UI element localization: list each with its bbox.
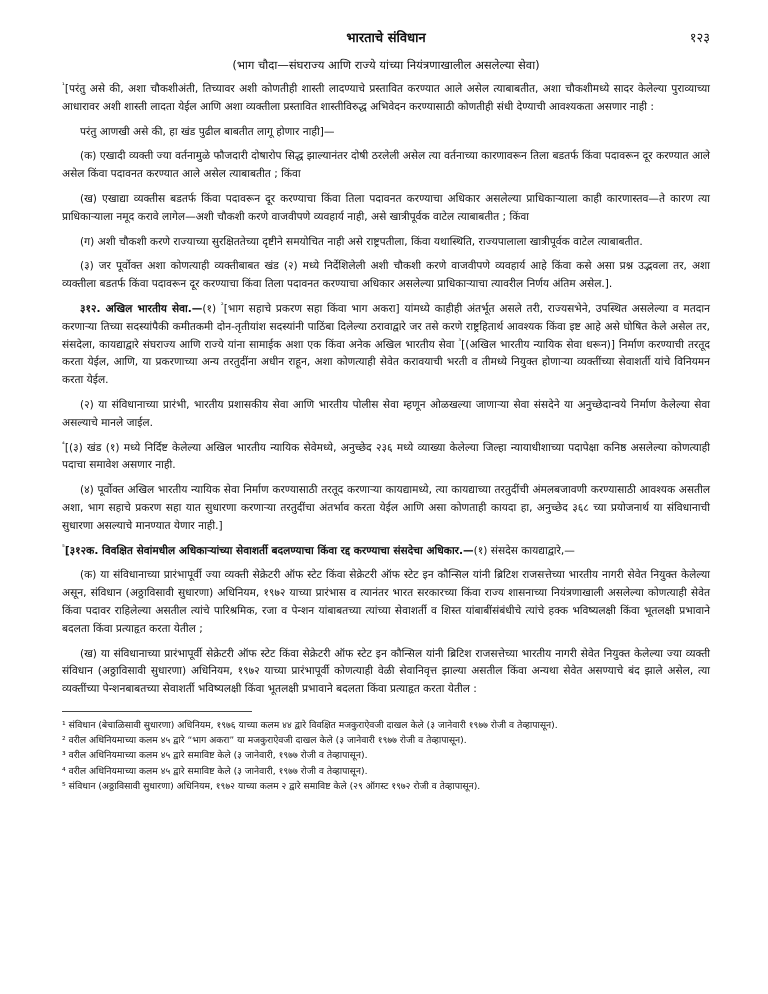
article-312-clause-2: (२) या संविधानाच्या प्रारंभी, भारतीय प्रशासकीय सेवा आणि भारतीय पोलीस सेवा म्हणून ओळखल्या जाणाऱ्या सेवा संसदेने या अनुच्छेदान्वये निर्माण केलेल्या सेवा असल्याचे मानले जाईल. [62, 398, 710, 429]
clause-3-paragraph: (३) जर पूर्वोक्त अशा कोणत्याही व्यक्तीबाबत खंड (२) मध्ये निर्देशिलेली अशी चौकशी करणे वाजवीपणे व्यवहार्य आहे किंवा कसे असा प्रश्न उद्भवला तर, अशा व्यक्तीला बडतर्फ किंवा पदावरून दूर करण्याचा किंवा तिला पदावनत करण्याचा अधिकार असलेल्या प्राधिकाऱ्याचा त्यावरील निर्णय अंतिम असेल.]. [62, 260, 710, 291]
page-header [62, 24, 710, 46]
document-page [62, 24, 710, 794]
article-312-clause-number: (१) [202, 302, 221, 315]
footnote-marker: ⁵ [62, 543, 65, 551]
further-proviso-paragraph: परंतु आणखी असे की, हा खंड पुढील बाबतीत लागू होणार नाही]— [80, 125, 335, 138]
footnote-marker: ¹ [62, 81, 65, 90]
footnote-2: ² वरील अधिनियमाच्या कलम ४५ द्वारे “भाग अकरा” या मजकुराऐवजी दाखल केले (३ जानेवारी १९७७ रोजी व तेव्हापासून). [62, 735, 467, 747]
article-312a-text: (१) संसदेस कायद्याद्वारे,— [473, 544, 575, 557]
running-title: भारताचे संविधान [346, 31, 426, 46]
article-312a-clause-kha: (ख) या संविधानाच्या प्रारंभापूर्वी सेक्रेटरी ऑफ स्टेट किंवा सेक्रेटरी ऑफ स्टेट इन कौन्सिल यांनी ब्रिटिश राजसत्तेच्या भारतीय नागरी सेवेत नियुक्त केलेल्या ज्या व्यक्ती संविधान (अठ्ठाविसावी सुधारणा) अधिनियम, १९७२ याच्या प्रारंभापूर्वी कोणत्याही वेळी सेवानिवृत्त झाल्या असतील किंवा अन्यथा सेवेत असण्याचे बंद झाले असेल, त्या व्यक्तींच्या पेन्शनबाबतच्या सेवाशर्ती भविष्यलक्षी किंवा भूतलक्षी प्रभावाने बदलता किंवा प्रत्याहृत करता येतील : [62, 647, 710, 696]
clause-ka-paragraph: (क) एखादी व्यक्ती ज्या वर्तनामुळे फौजदारी दोषारोप सिद्ध झाल्यानंतर दोषी ठरलेली असेल त्या वर्तनाच्या कारणावरून तिला बडतर्फ किंवा पदावरून दूर करण्यात आले असेल किंवा पदावनत करण्यात आले असेल त्याबाबतीत ; किंवा [62, 150, 710, 181]
footnote-4: ⁴ वरील अधिनियमाच्या कलम ४५ द्वारे समाविष्ट केले (३ जानेवारी, १९७७ रोजी व तेव्हापासून). [62, 765, 368, 777]
article-312-text-continued: [(अखिल भारतीय न्यायिक सेवा धरून)] निर्माण करण्याची तरतूद करता येईल, आणि, या प्रकरणाच्या अन्य तरतुदींना अधीन राहून, अशा कोणत्याही सेवेत करावयाची भरती व तीमध्ये नियुक्त होणाऱ्या व्यक्तींच्या सेवाशर्ती यांचे विनियमन करता येईल. [62, 338, 710, 387]
footnote-5: ⁵ संविधान (अठ्ठाविसावी सुधारणा) अधिनियम, १९७२ याच्या कलम २ द्वारे समाविष्ट केले (२९ ऑगस्ट १९७२ रोजी व तेव्हापासून). [62, 780, 481, 792]
footnote-marker: ⁴ [62, 440, 65, 449]
article-312-paragraph [62, 301, 710, 390]
footnote-marker: ² [220, 301, 224, 310]
footnote-marker: ³ [458, 337, 462, 346]
article-312a-paragraph [62, 543, 710, 561]
article-312a-heading: [३१२क. विवक्षित सेवांमधील अधिकाऱ्यांच्या सेवाशर्ती बदलण्याचा किंवा रद्द करण्याचा संसदेचा अधिकार.— [64, 544, 474, 557]
part-subtitle: (भाग चौदा—संघराज्य आणि राज्ये यांच्या नियंत्रणाखालील असलेल्या सेवा) [232, 58, 540, 72]
article-312-clause-3-text: [(३) खंड (१) मध्ये निर्दिष्ट केलेल्या अखिल भारतीय न्यायिक सेवेमध्ये, अनुच्छेद २३६ मध्ये व्याख्या केलेल्या जिल्हा न्यायाधीशाच्या पदापेक्षा कनिष्ठ असलेल्या कोणत्याही पदाचा समावेश असणार नाही. [62, 441, 710, 472]
article-312-text: [भाग सहाचे प्रकरण सहा किंवा भाग अकरा] यांमध्ये काहीही अंतर्भूत असले तरी, राज्यसभेने, उपस्थित असलेल्या व मतदान करणाऱ्या तिच्या सदस्यांपैकी कमीतकमी दोन-तृतीयांश सदस्यांनी पाठिंबा दिलेल्या ठरावाद्वारे जर तसे करणे राष्ट्रहितार्थ आवश्यक किंवा इष्ट आहे असे घोषित केले असेल तर, संसदेला, कायद्याद्वारे संघराज्य आणि राज्ये यांना सामाईक अशा एक किंवा अनेक अखिल भारतीय सेवा [62, 302, 710, 351]
article-312-clause-4: (४) पूर्वोक्त अखिल भारतीय न्यायिक सेवा निर्माण करण्यासाठी तरतूद करणाऱ्या कायद्यामध्ये, त्या कायद्याच्या तरतुदींची अंमलबजावणी करण्यासाठी आवश्यक असतील अशा, भाग सहाचे प्रकरण सहा यात सुधारणा करणाऱ्या तरतुदींचा अंतर्भाव करता येईल आणि असा कोणताही कायदा हा, अनुच्छेद ३६८ च्या प्रयोजनार्थ या संविधानाची सुधारणा असल्याचे मानण्यात येणार नाही.] [62, 484, 710, 532]
footnote-3: ³ वरील अधिनियमाच्या कलम ४५ द्वारे समाविष्ट केले (३ जानेवारी, १९७७ रोजी व तेव्हापासून). [62, 750, 368, 762]
clause-kha-paragraph: (ख) एखाद्या व्यक्तीस बडतर्फ किंवा पदावरून दूर करण्याचा किंवा तिला पदावनत करण्याचा अधिकार असलेल्या प्राधिकाऱ्याला काही कारणास्तव—ते कारण त्या प्राधिकाऱ्याला नमूद करावे लागेल—अशी चौकशी करणे वाजवीपणे व्यवहार्य नाही, असे खात्रीपूर्वक वाटेल त्याबाबतीत ; किंवा [62, 192, 710, 223]
article-312-clause-3 [62, 440, 710, 476]
proviso-paragraph [62, 81, 710, 117]
clause-ga-paragraph: (ग) अशी चौकशी करणे राज्याच्या सुरक्षिततेच्या दृष्टीने समयोचित नाही असे राष्ट्रपतीला, किंवा यथास्थिति, राज्यपालाला खात्रीपूर्वक वाटेल त्याबाबतीत. [80, 235, 643, 248]
footnote-divider [62, 711, 252, 712]
page-number: १२३ [689, 31, 710, 46]
article-312-heading: ३१२. अखिल भारतीय सेवा.— [80, 302, 203, 315]
proviso-text: [परंतु असे की, अशा चौकशीअंती, तिच्यावर अशी कोणतीही शास्ती लादण्याचे प्रस्तावित करण्यात आले असेल त्याबाबतीत, अशा चौकशीमध्ये सादर केलेल्या पुराव्याच्या आधारावर अशी शास्ती लादता येईल आणि अशा व्यक्तीला प्रस्तावित शास्तीविरुद्ध अभिवेदन करण्यासाठी कोणतीही संधी देण्याची आवश्यकता असणार नाही : [62, 83, 710, 113]
article-312a-clause-ka: (क) या संविधानाच्या प्रारंभापूर्वी ज्या व्यक्ती सेक्रेटरी ऑफ स्टेट किंवा सेक्रेटरी ऑफ स्टेट इन कौन्सिल यांनी ब्रिटिश राजसत्तेच्या भारतीय नागरी सेवेत नियुक्त केलेल्या असून, संविधान (अठ्ठाविसावी सुधारणा) अधिनियम, १९७२ याच्या प्रारंभास व त्यानंतर भारत सरकारच्या किंवा राज्य शासनाच्या नियंत्रणाखाली असलेल्या कोणत्याही सेवेत किंवा पदावर राहिलेल्या असतील त्यांचे पारिश्रमिक, रजा व पेन्शन यांबाबतच्या त्यांच्या सेवाशर्ती व शिस्त यांबाबींसंबंधीचे त्यांचे हक्क भविष्यलक्षी किंवा भूतलक्षी प्रभावाने बदलता किंवा प्रत्याहृत करता येतील ; [62, 569, 710, 635]
footnote-1: ¹ संविधान (बेचाळिसावी सुधारणा) अधिनियम, १९७६ याच्या कलम ४४ द्वारे विवक्षित मजकुराऐवजी दाखल केले (३ जानेवारी १९७७ रोजी व तेव्हापासून). [62, 719, 558, 731]
